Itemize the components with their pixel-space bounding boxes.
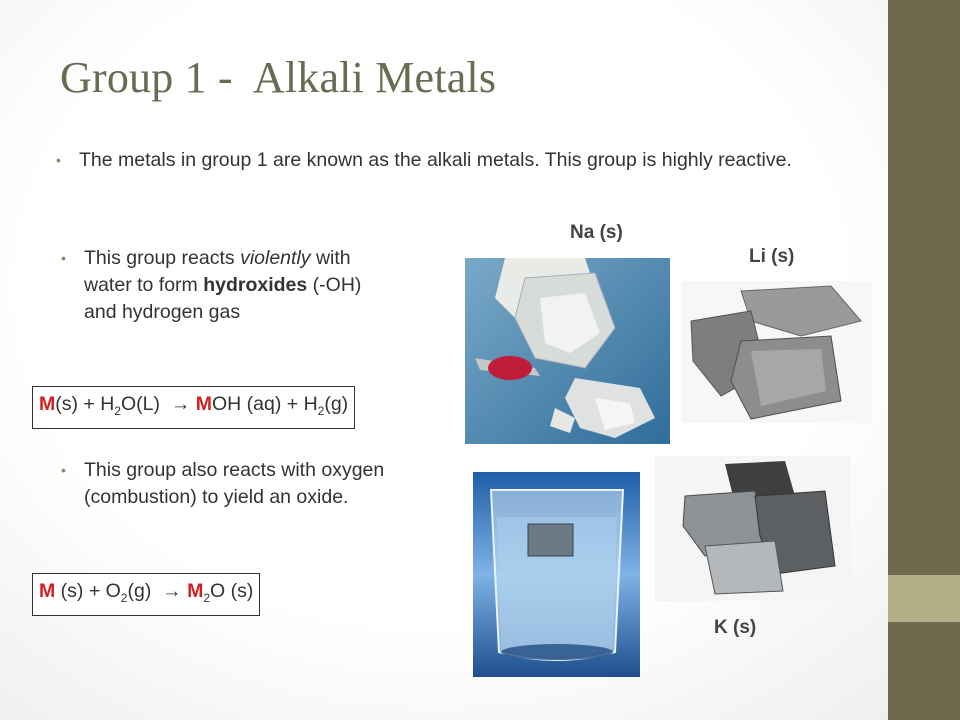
equation-text: (g) — [324, 393, 349, 415]
equation-text: OH (aq) + H — [212, 393, 318, 415]
arrow-icon: → — [170, 393, 191, 415]
bullet-text: with water to form — [84, 247, 351, 296]
bullet-dot-icon: • — [61, 462, 66, 478]
metal-symbol: M — [195, 393, 212, 415]
bold-text: hydroxides — [203, 274, 308, 296]
equation-water — [32, 386, 355, 429]
lithium-photo — [681, 281, 872, 423]
subscript: 2 — [120, 590, 128, 605]
potassium-photo — [655, 456, 851, 601]
emphasis-text: violently — [240, 247, 311, 269]
bullet-dot-icon: • — [61, 250, 66, 266]
bullet-text: The metals in group 1 are known as the alkali metals. This group is highly reactive. — [79, 149, 792, 171]
label-lithium: Li (s) — [749, 246, 795, 267]
equation-text: (s) + H — [55, 393, 115, 415]
bullet-text: (-OH) and hydrogen gas — [84, 274, 362, 323]
subscript: 2 — [203, 590, 211, 605]
potassium-in-water-photo — [473, 472, 640, 677]
metal-symbol: M — [39, 580, 56, 602]
label-sodium: Na (s) — [570, 222, 623, 243]
equation-text: (g) — [127, 580, 163, 602]
equation-text: (s) + O — [55, 580, 121, 602]
bullet-water-reaction — [61, 245, 384, 326]
metal-symbol: M — [39, 393, 56, 415]
bullet-text: This group also reacts with oxygen (combustion) to yield an oxide. — [84, 459, 385, 508]
bullet-oxygen-reaction — [61, 457, 414, 511]
label-potassium: K (s) — [714, 617, 757, 638]
bullet-dot-icon: • — [56, 152, 61, 168]
bullet-text: This group reacts — [84, 247, 241, 269]
equation-oxygen — [32, 573, 260, 616]
sodium-photo — [465, 258, 670, 444]
metal-symbol: M — [187, 580, 204, 602]
equation-text: O(L) — [120, 393, 171, 415]
equation-text: O (s) — [210, 580, 254, 602]
bullet-alkali-metals — [56, 147, 819, 174]
subscript: 2 — [317, 403, 325, 418]
accent-bar-highlight — [888, 575, 960, 622]
slide-title: Group 1 - Alkali Metals — [60, 53, 497, 102]
subscript: 2 — [114, 403, 121, 418]
arrow-icon: → — [162, 580, 182, 602]
